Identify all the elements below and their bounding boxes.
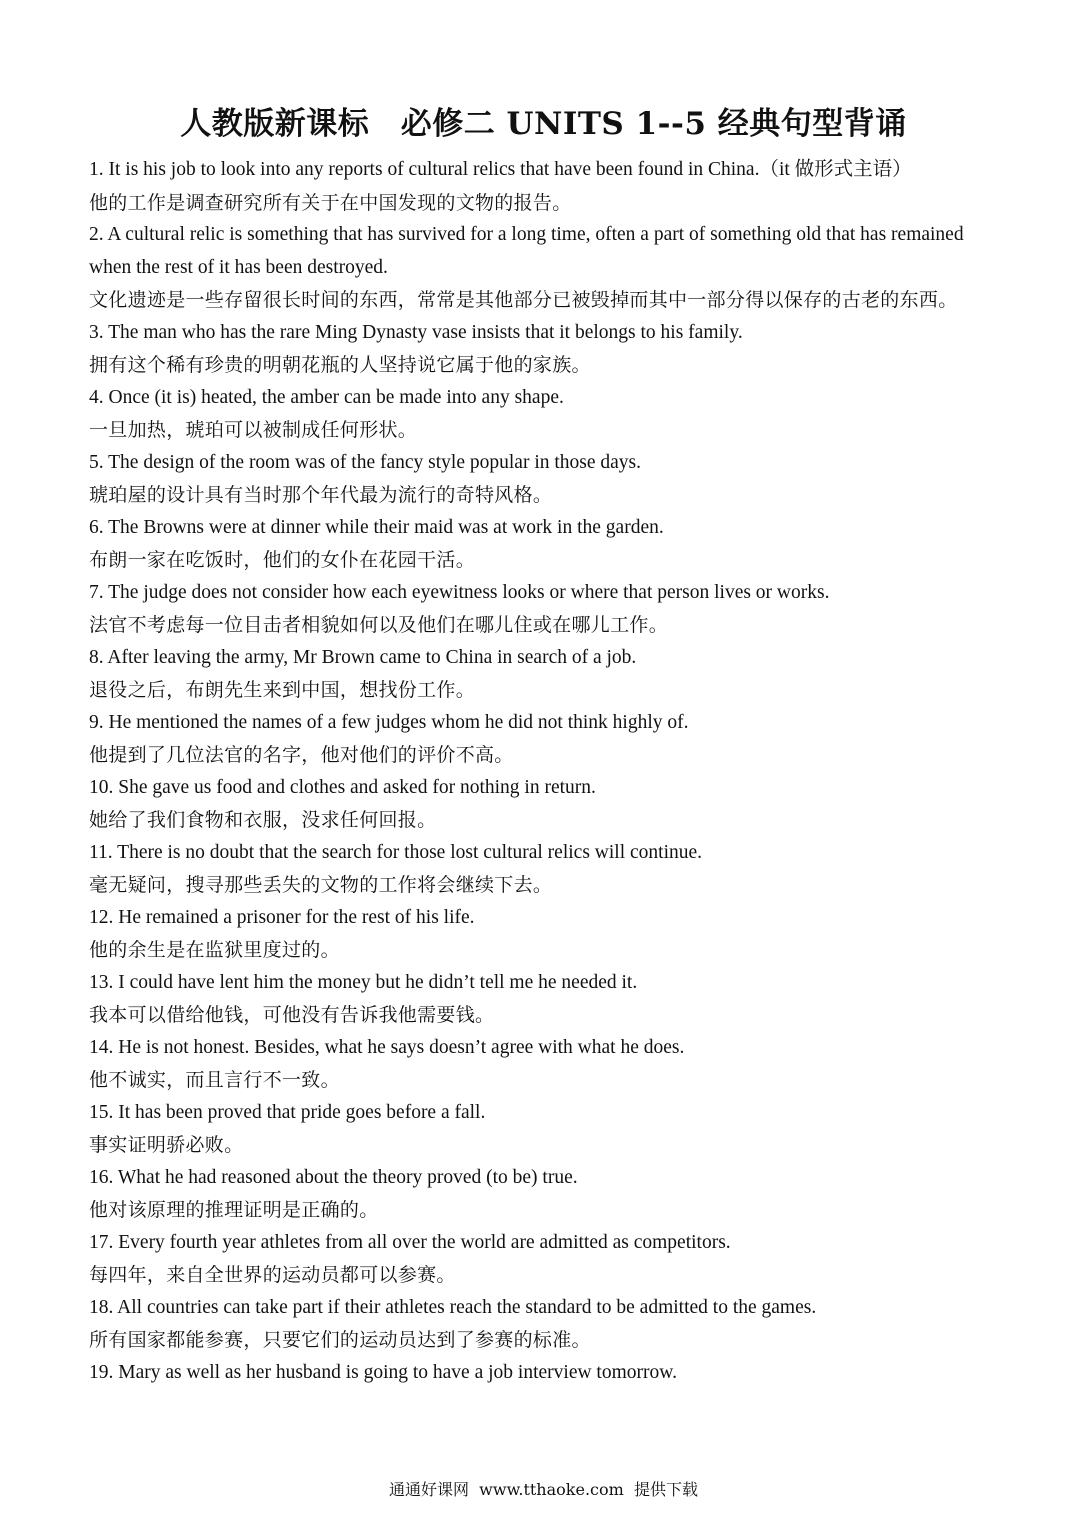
sentence-item xyxy=(89,577,1001,642)
sentence-item xyxy=(89,902,1001,967)
sentence-chinese: 一旦加热，琥珀可以被制成任何形状。 xyxy=(89,419,418,441)
sentence-english: 17. Every fourth year athletes from all over the world are admitted as competitors. xyxy=(89,1231,731,1253)
sentence-chinese: 琥珀屋的设计具有当时那个年代最为流行的奇特风格。 xyxy=(89,484,553,506)
sentence-item xyxy=(89,967,1001,1032)
sentence-english: 15. It has been proved that pride goes before a fall. xyxy=(89,1101,486,1123)
sentence-chinese: 文化遗迹是一些存留很长时间的东西，常常是其他部分已被毁掉而其中一部分得以保存的古老的东西。 xyxy=(89,289,958,311)
sentence-chinese: 布朗一家在吃饭时，他们的女仆在花园干活。 xyxy=(89,549,476,571)
sentence-item xyxy=(89,707,1001,772)
sentence-item xyxy=(89,837,1001,902)
sentence-english: 9. He mentioned the names of a few judges whom he did not think highly of. xyxy=(89,711,689,733)
sentence-item xyxy=(89,1097,1001,1162)
page-title: 人教版新课标 必修二 UNITS 1--5 经典句型背诵 xyxy=(180,106,907,142)
sentence-chinese: 他对该原理的推理证明是正确的。 xyxy=(89,1199,379,1221)
sentence-item xyxy=(89,219,1001,317)
sentence-chinese: 她给了我们食物和衣服，没求任何回报。 xyxy=(89,809,437,831)
sentence-chinese: 他的工作是调查研究所有关于在中国发现的文物的报告。 xyxy=(89,191,572,214)
sentence-item xyxy=(89,154,1001,219)
sentence-english: 7. The judge does not consider how each eyewitness looks or where that person lives or works. xyxy=(89,581,830,603)
sentence-english: 18. All countries can take part if their athletes reach the standard to be admitted to the games. xyxy=(89,1296,817,1318)
sentence-english: 6. The Browns were at dinner while their maid was at work in the garden. xyxy=(89,516,664,538)
sentence-chinese: 毫无疑问，搜寻那些丢失的文物的工作将会继续下去。 xyxy=(89,874,553,896)
sentence-english: 12. He remained a prisoner for the rest of his life. xyxy=(89,906,475,928)
sentence-english: 10. She gave us food and clothes and asked for nothing in return. xyxy=(89,776,596,798)
sentence-chinese: 他的余生是在监狱里度过的。 xyxy=(89,939,340,961)
sentence-english: 1. It is his job to look into any reports of cultural relics that have been found in China.（it 做形式主语） xyxy=(89,159,912,180)
sentence-list xyxy=(89,154,1001,1389)
sentence-item xyxy=(89,1227,1001,1292)
sentence-english: 19. Mary as well as her husband is going to have a job interview tomorrow. xyxy=(89,1361,677,1383)
sentence-chinese: 他提到了几位法官的名字，他对他们的评价不高。 xyxy=(89,744,514,766)
sentence-chinese: 拥有这个稀有珍贵的明朝花瓶的人坚持说它属于他的家族。 xyxy=(89,354,591,376)
sentence-english: 4. Once (it is) heated, the amber can be made into any shape. xyxy=(89,386,564,408)
sentence-item xyxy=(89,382,1001,447)
sentence-item xyxy=(89,317,1001,382)
sentence-chinese: 法官不考虑每一位目击者相貌如何以及他们在哪儿住或在哪儿工作。 xyxy=(89,614,669,636)
sentence-item xyxy=(89,1357,1001,1390)
sentence-english: 3. The man who has the rare Ming Dynasty vase insists that it belongs to his family. xyxy=(89,321,743,343)
sentence-item xyxy=(89,772,1001,837)
sentence-english: 14. He is not honest. Besides, what he says doesn’t agree with what he does. xyxy=(89,1036,685,1058)
sentence-chinese: 他不诚实，而且言行不一致。 xyxy=(89,1069,340,1091)
sentence-chinese: 所有国家都能参赛，只要它们的运动员达到了参赛的标准。 xyxy=(89,1329,591,1351)
sentence-item xyxy=(89,1162,1001,1227)
sentence-english: 16. What he had reasoned about the theory proved (to be) true. xyxy=(89,1166,578,1188)
sentence-item xyxy=(89,512,1001,577)
sentence-item xyxy=(89,1032,1001,1097)
sentence-english: 2. A cultural relic is something that has survived for a long time, often a part of something old that has remained when the rest of it has been destroyed. xyxy=(89,224,964,278)
sentence-item xyxy=(89,1292,1001,1357)
sentence-chinese: 退役之后，布朗先生来到中国，想找份工作。 xyxy=(89,679,476,701)
sentence-chinese: 每四年，来自全世界的运动员都可以参赛。 xyxy=(89,1264,456,1286)
sentence-english: 11. There is no doubt that the search for those lost cultural relics will continue. xyxy=(89,841,703,863)
sentence-english: 13. I could have lent him the money but he didn’t tell me he needed it. xyxy=(89,971,638,993)
sentence-english: 5. The design of the room was of the fancy style popular in those days. xyxy=(89,451,642,473)
page-footer: 通通好课网 www.tthaoke.com 提供下载 xyxy=(389,1480,698,1499)
sentence-english: 8. After leaving the army, Mr Brown came to China in search of a job. xyxy=(89,646,637,668)
sentence-item xyxy=(89,642,1001,707)
sentence-chinese: 事实证明骄必败。 xyxy=(89,1134,244,1156)
sentence-item xyxy=(89,447,1001,512)
sentence-chinese: 我本可以借给他钱，可他没有告诉我他需要钱。 xyxy=(89,1004,495,1026)
